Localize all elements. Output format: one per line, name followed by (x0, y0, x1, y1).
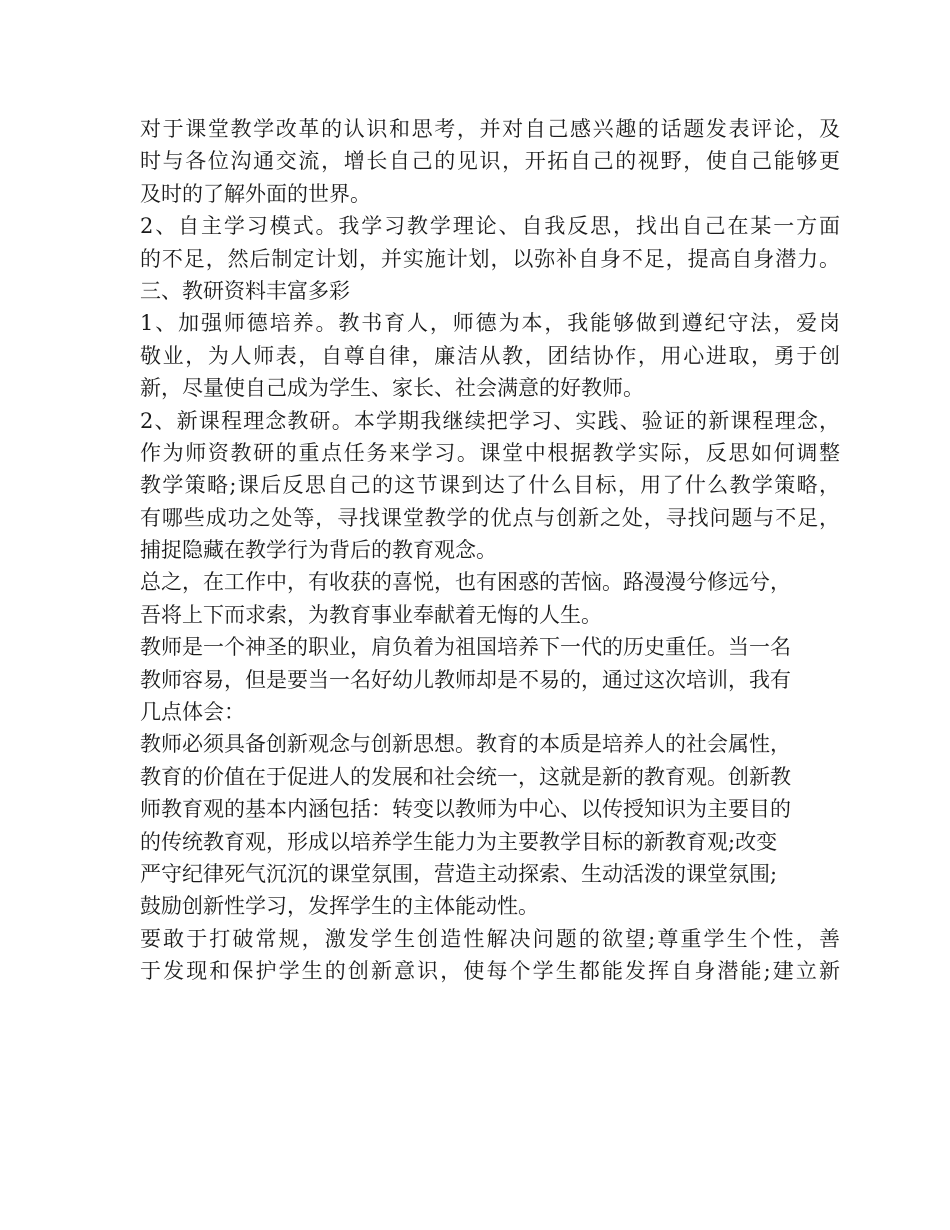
text-line: 对于课堂教学改革的认识和思考，并对自己感兴趣的话题发表评论，及 (140, 117, 840, 141)
text-line: 敬业，为人师表，自尊自律，廉洁从教，团结协作，用心进取，勇于创 (140, 343, 840, 368)
text-line: 1、加强师德培养。教书育人，师德为本，我能够做到遵纪守法，爱岗 (140, 311, 840, 336)
text-line: 吾将上下而求索，为教育事业奉献着无悔的人生。 (140, 602, 602, 627)
text-line: 及时的了解外面的世界。 (140, 181, 371, 206)
text-line: 新，尽量使自己成为学生、家长、社会满意的好教师。 (140, 376, 644, 401)
text-line: 教育的价值在于促进人的发展和社会统一，这就是新的教育观。创新教 (140, 764, 791, 789)
text-line: 于发现和保护学生的创新意识，使每个学生都能发挥自身潜能;建立新 (140, 959, 840, 984)
text-line: 2、自主学习模式。我学习教学理论、自我反思，找出自己在某一方面 (140, 214, 840, 239)
text-line: 教师容易，但是要当一名好幼儿教师却是不易的，通过这次培训，我有 (140, 667, 791, 692)
text-line: 捕捉隐藏在教学行为背后的教育观念。 (140, 538, 497, 563)
text-line: 要敢于打破常规，激发学生创造性解决问题的欲望;尊重学生个性，善 (140, 926, 840, 951)
text-line: 鼓励创新性学习，发挥学生的主体能动性。 (140, 894, 539, 919)
text-line: 严守纪律死气沉沉的课堂氛围，营造主动探索、生动活泼的课堂氛围; (140, 861, 778, 886)
text-line: 有哪些成功之处等，寻找课堂教学的优点与创新之处，寻找问题与不足， (140, 505, 840, 530)
text-line: 时与各位沟通交流，增长自己的见识，开拓自己的视野，使自己能够更 (140, 149, 840, 174)
text-line: 几点体会： (140, 700, 245, 725)
text-line: 教学策略;课后反思自己的这节课到达了什么目标，用了什么教学策略， (140, 473, 840, 498)
text-line: 2、新课程理念教研。本学期我继续把学习、实践、验证的新课程理念， (140, 408, 840, 433)
text-line: 作为师资教研的重点任务来学习。课堂中根据教学实际，反思如何调整 (140, 440, 840, 465)
text-line: 的不足，然后制定计划，并实施计划，以弥补自身不足，提高自身潜力。 (140, 246, 840, 271)
section-heading: 三、教研资料丰富多彩 (140, 278, 350, 303)
text-line: 教师是一个神圣的职业，肩负着为祖国培养下一代的历史重任。当一名 (140, 635, 791, 660)
text-line: 师教育观的基本内涵包括：转变以教师为中心、以传授知识为主要目的 (140, 797, 791, 822)
document-body (140, 113, 840, 988)
text-line: 教师必须具备创新观念与创新思想。教育的本质是培养人的社会属性， (140, 732, 791, 757)
text-line: 总之，在工作中，有收获的喜悦，也有困惑的苦恼。路漫漫兮修远兮， (140, 570, 791, 595)
text-line: 的传统教育观，形成以培养学生能力为主要教学目标的新教育观;改变 (140, 829, 778, 854)
